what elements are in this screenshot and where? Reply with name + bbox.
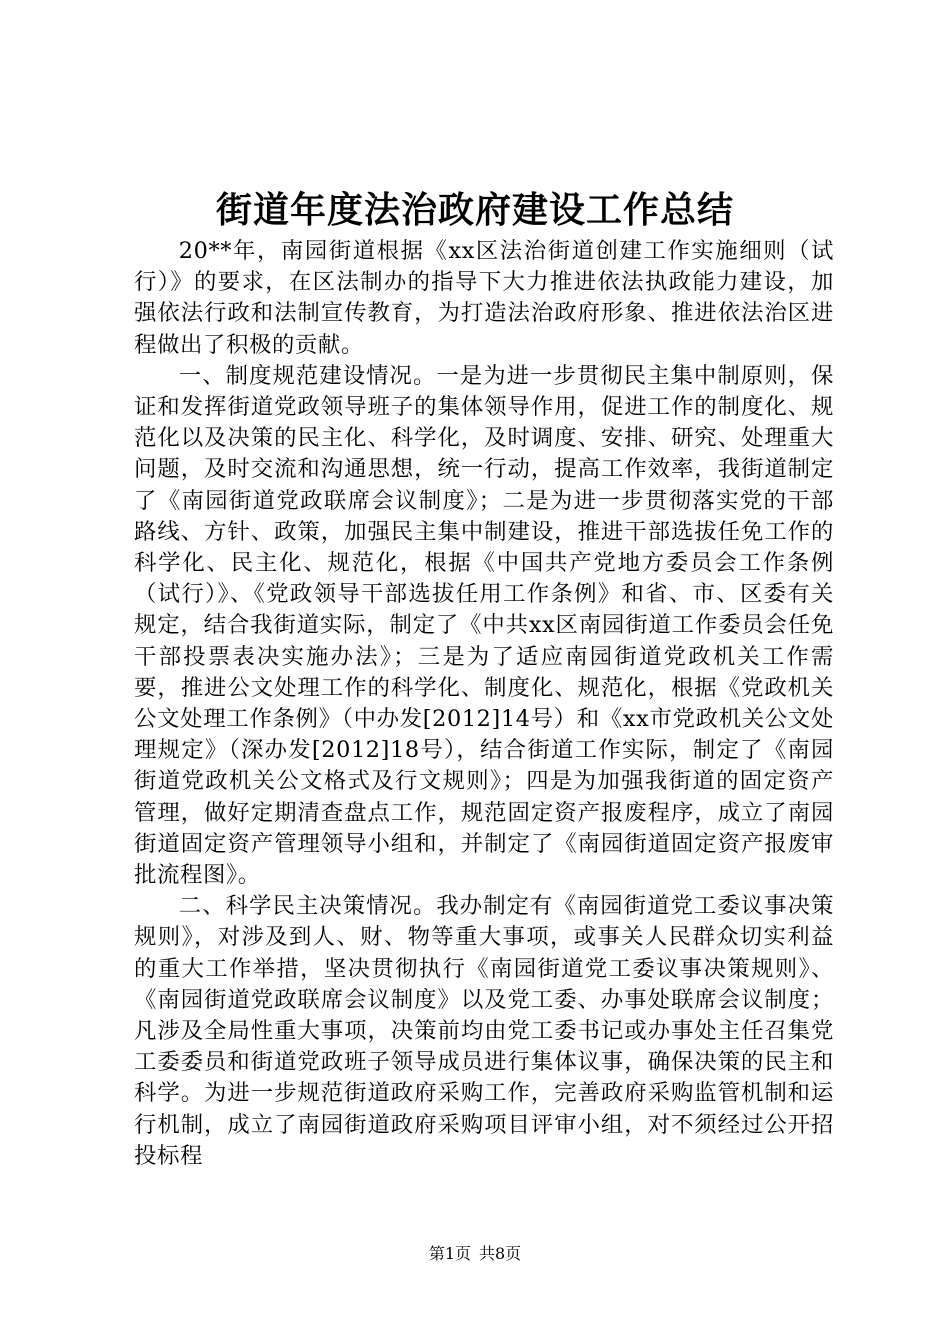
page-total: 共8页	[479, 1244, 522, 1263]
page-footer	[0, 1243, 950, 1265]
document-title: 街道年度法治政府建设工作总结	[215, 189, 734, 231]
paragraph-system-construction: 一、制度规范建设情况。一是为进一步贯彻民主集中制原则，保证和发挥街道党政领导班子的集体领导作用，促进工作的制度化、规范化以及决策的民主化、科学化，及时调度、安排、研究、处理重大问题，及时交流和沟通思想，统一行动，提高工作效率，我街道制定了《南园街道党政联席会议制度》；二是为进一步贯彻落实党的干部路线、方针、政策，加强民主集中制建设，推进干部选拔任免工作的科学化、民主化、规范化，根据《中国共产党地方委员会工作条例（试行）》、《党政领导干部选拔任用工作条例》和省、市、区委有关规定，结合我街道实际，制定了《中共xx区南园街道工作委员会任免干部投票表决实施办法》；三是为了适应南园街道党政机关工作需要，推进公文处理工作的科学化、制度化、规范化，根据《党政机关公文处理工作条例》（中办发[2012]14号）和《xx市党政机关公文处理规定》（深办发[2012]18号），结合街道工作实际，制定了《南园街道党政机关公文格式及行文规则》；四是为加强我街道的固定资产管理，做好定期清查盘点工作，规范固定资产报废程序，成立了南园街道固定资产管理领导小组和，并制定了《南园街道固定资产报废审批流程图》。	[134, 362, 834, 889]
document-body	[134, 236, 834, 1172]
paragraph-decision-making: 二、科学民主决策情况。我办制定有《南园街道党工委议事决策规则》，对涉及到人、财、物等重大事项，或事关人民群众切实利益的重大工作举措，坚决贯彻执行《南园街道党工委议事决策规则》、《南园街道党政联席会议制度》以及党工委、办事处联席会议制度；凡涉及全局性重大事项，决策前均由党工委书记或办事处主任召集党工委委员和街道党政班子领导成员进行集体议事，确保决策的民主和科学。为进一步规范街道政府采购工作，完善政府采购监管机制和运行机制，成立了南园街道政府采购项目评审小组，对不须经过公开招投标程	[134, 893, 834, 1169]
paragraph-intro: 20**年，南园街道根据《xx区法治街道创建工作实施细则（试行）》的要求，在区法制办的指导下大力推进依法执政能力建设，加强依法行政和法制宣传教育，为打造法治政府形象、推进依法治区进程做出了积极的贡献。	[134, 238, 834, 358]
page-number: 第1页	[428, 1244, 471, 1263]
